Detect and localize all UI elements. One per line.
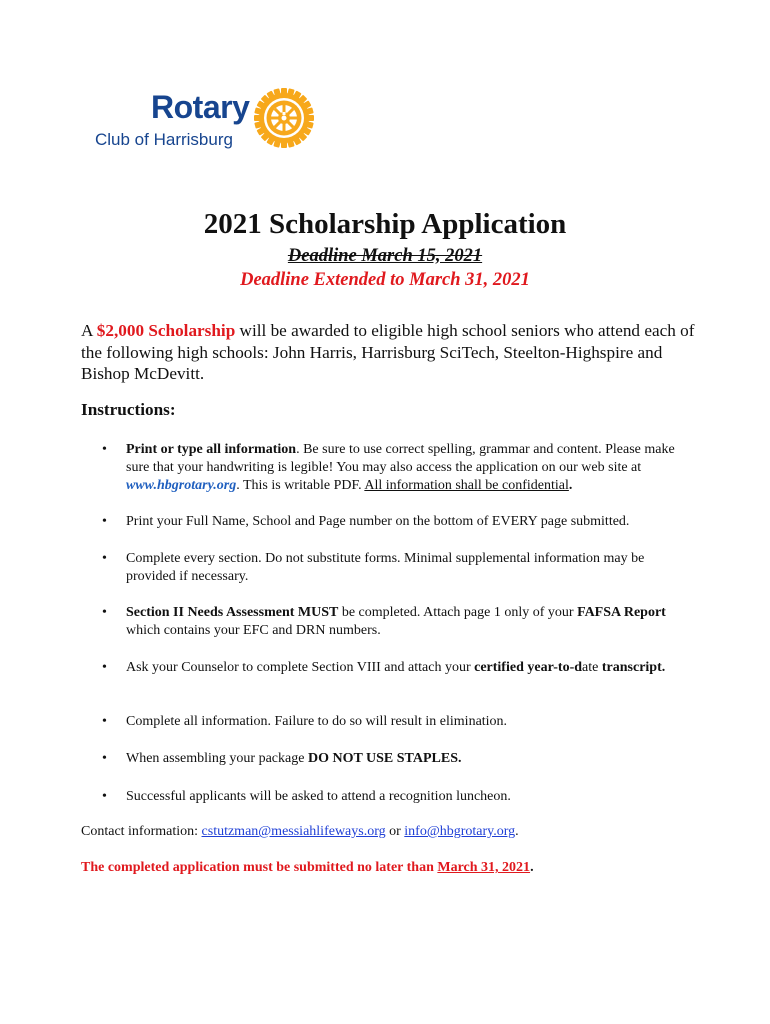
intro-rest: will be awarded to eligible high school seniors who attend each of the following high schools: John Harris, Harrisburg SciTech, Steelton-Highspire and Bishop McDevitt. [81, 321, 695, 383]
item-text: . This is writable PDF. [236, 478, 365, 493]
list-item [102, 441, 696, 495]
transcript-text: transcript. [601, 660, 666, 675]
item-bold-lead: Print or type all information [126, 442, 297, 457]
item-end: . [568, 478, 573, 493]
bullet-icon: • [102, 514, 107, 529]
page-title: 2021 Scholarship Application [203, 208, 567, 240]
list-item [102, 513, 696, 531]
email-link-info[interactable]: info@hbgrotary.org [404, 824, 516, 839]
list-item [102, 750, 696, 768]
bullet-icon: • [102, 714, 107, 729]
bullet-icon: • [102, 789, 107, 804]
email-link-primary[interactable]: cstutzman@messiahlifeways.org [201, 824, 386, 839]
item-text: Ask your Counselor to complete Section VIII and attach your [126, 660, 475, 675]
final-notice-text: The completed application must be submitted no later than [81, 860, 438, 875]
bullet-icon: • [102, 605, 107, 620]
rotary-wheel-icon [254, 88, 314, 148]
bullet-icon: • [102, 751, 107, 766]
no-staples-text: DO NOT USE STAPLES. [307, 751, 462, 766]
final-notice [81, 859, 534, 877]
rotary-logo [93, 86, 323, 158]
list-item [102, 550, 696, 586]
contact-end: . [515, 824, 519, 839]
instructions-heading: Instructions: [81, 400, 176, 419]
item-text: Complete all information. Failure to do so will result in elimination. [126, 714, 508, 729]
item-text: which contains your EFC and DRN numbers. [126, 623, 381, 638]
intro-paragraph [81, 320, 701, 385]
logo-club-text: Club of Harrisburg [95, 130, 233, 149]
item-text: ate [582, 660, 602, 675]
certified-text: certified year-to-d [474, 660, 583, 675]
contact-line [81, 823, 519, 841]
final-notice-end: . [530, 860, 534, 875]
bullet-icon: • [102, 442, 107, 457]
confidential-note: All information shall be confidential [364, 478, 569, 493]
list-item [102, 604, 696, 640]
list-item [102, 659, 696, 677]
intro-prefix: A [81, 321, 97, 340]
item-text: be completed. Attach page 1 only of your [338, 605, 578, 620]
item-text: . Be sure to use correct spelling, grammar and content. Please make sure that your handwriting is legible! You may also access the application on our web site at [126, 442, 675, 475]
final-deadline-date: March 31, 2021 [437, 860, 531, 875]
contact-label: Contact information: [81, 824, 202, 839]
logo-brand-text: Rotary [151, 89, 250, 125]
item-text: Successful applicants will be asked to attend a recognition luncheon. [126, 789, 511, 804]
fafsa-report: FAFSA Report [577, 605, 666, 620]
contact-separator: or [385, 824, 405, 839]
item-bold-lead: Section II Needs Assessment MUST [126, 605, 339, 620]
item-text: Complete every section. Do not substitute forms. Minimal supplemental information may be provided if necessary. [126, 551, 645, 584]
bullet-icon: • [102, 660, 107, 675]
bullet-icon: • [102, 551, 107, 566]
item-text: When assembling your package [126, 751, 308, 766]
item-text: Print your Full Name, School and Page number on the bottom of EVERY page submitted. [126, 514, 630, 529]
list-item [102, 788, 696, 806]
scholarship-amount: $2,000 Scholarship [96, 321, 236, 340]
original-deadline: Deadline March 15, 2021 [287, 246, 483, 266]
website-link[interactable]: www.hbgrotary.org [126, 478, 237, 493]
extended-deadline: Deadline Extended to March 31, 2021 [240, 270, 530, 290]
list-item [102, 713, 696, 731]
